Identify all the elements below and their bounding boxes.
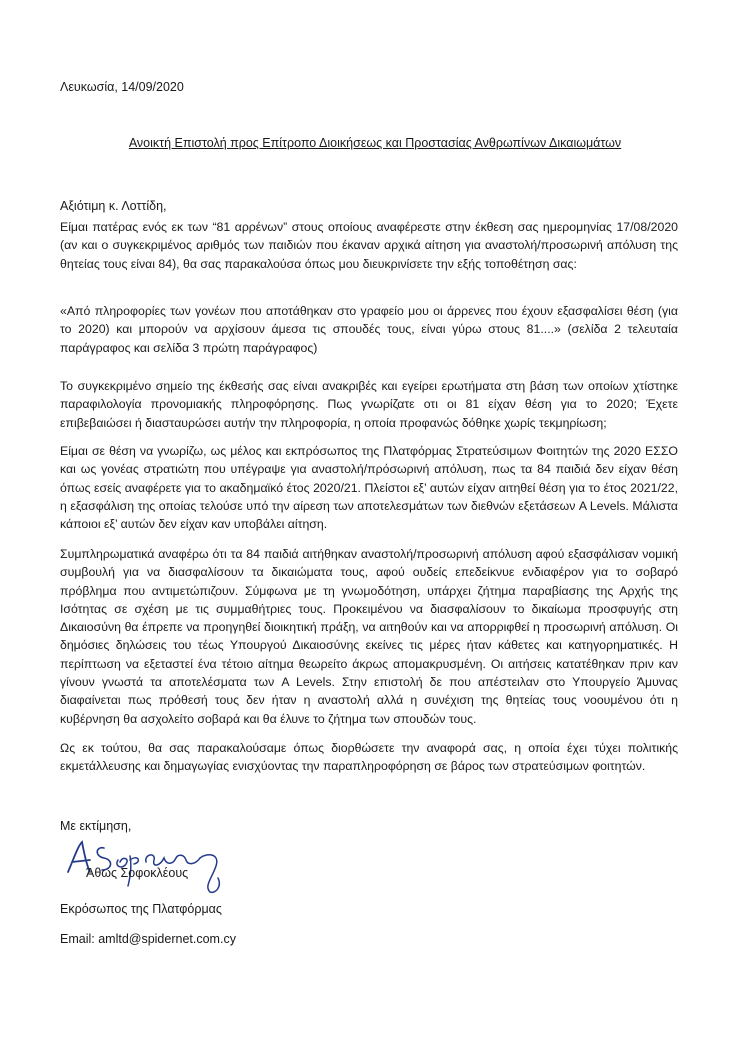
paragraph: Ως εκ τούτου, θα σας παρακαλούσαμε όπως διορθώσετε την αναφορά σας, η οποία έχει τύχει πολιτικής εκμετάλλευσης και δημαγωγίας ενισχύοντας την παραπληροφόρηση σε βάρος των στρατεύσιμων φοιτητών. xyxy=(60,741,678,774)
email-line: Email: amltd@spidernet.com.cy xyxy=(60,932,236,946)
closing: Με εκτίμηση, xyxy=(60,819,132,833)
paragraph: Είμαι σε θέση να γνωρίζω, ως μέλος και εκπρόσωπος της Πλατφόρμας Στρατεύσιμων Φοιτητών της 2020 ΕΣΣΟ και ως γονέας στρατιώτη που υπέγραψε για αναστολή/πρόσωρινή απόλυση, πως τα 84 παιδιά δεν είχαν θέση όπως εσείς αναφέρετε για το ακαδημαϊκό έτος 2020/21. Πλείστοι εξ’ αυτών είχαν αιτηθεί θέση για το έτος 2021/22, η εξασφάλιση της οποίας τελούσε υπό την αίρεση των αποτελεσμάτων των διεθνών εξετάσεων A Levels. Μάλιστα κάποιοι εξ’ αυτών δεν είχαν καν υποβάλει αίτηση. xyxy=(60,444,678,532)
paragraph: Συμπληρωματικά αναφέρω ότι τα 84 παιδιά αιτήθηκαν αναστολή/προσωρινή απόλυση αφού εξασφάλισαν νομική συμβουλή για να διασφαλίσουν τα δικαιώματα τους, αφού ουδείς επεδείκνυε ενδιαφέρον για το σοβαρό πρόβλημα που αντιμετώπιζουν. Σύμφωνα με τη γνωμοδότηση, υπάρχει ζήτημα παραβίασης της Αρχής της Ισότητας σε σχέση με τις συμμαθήτριες τους. Προκειμένου να διασφαλίσουν το δικαίωμα προσφυγής στη Δικαιοσύνη θα έπρεπε να προηγηθεί διοικητική πράξη, να αιτηθούν και να απορριφθεί η προσωρινή απόλυση. Οι δημόσιες δηλώσεις του τέως Υπουργού Δικαιοσύνης εκείνες τις μέρες ήταν κάθετες και κατηγορηματικές. Η περίπτωση να εξεταστεί ένα τέτοιο αίτημα θεωρείτο άκρως απομακρυσμένη. Οι αιτήσεις κατατέθηκαν πριν καν γίνουν γνωστά τα αποτελέσματα των A Levels. Στην επιστολή δε που απέστειλαν στο Υπουργείο Άμυνας διαφαίνεται πως πρόθεσή τους δεν ήταν η αναστολή αλλά η συνέχιση της θητείας τους νοουμένου ότι η κυβέρνηση θα ασχολείτο σοβαρά και θα έλυνε το ζήτημα των σπουδών τους. xyxy=(60,547,678,726)
letter-title: Ανοικτή Επιστολή προς Επίτροπο Διοικήσεως και Προστασίας Ανθρωπίνων Δικαιωμάτων xyxy=(128,136,622,150)
place-date: Λευκωσία, 14/09/2020 xyxy=(60,80,184,94)
salutation: Αξιότιμη κ. Λοττίδη, xyxy=(60,199,167,213)
quoted-paragraph: «Από πληροφορίες των γονέων που αποτάθηκαν στο γραφείο μου οι άρρενες που έχουν εξασφαλίσει θέση (για το 2020) και μπορούν να αρχίσουν άμεσα τις σπουδές τους, είναι γύρω στους 81....» (σελίδα 2 τελευταία παράγραφος και σελίδα 3 πρώτη παράγραφος) xyxy=(60,304,678,355)
paragraph: Είμαι πατέρας ενός εκ των “81 αρρένων” στους οποίους αναφέρεστε στην έκθεση σας ημερομηνίας 17/08/2020 (αν και ο συγκεκριμένος αριθμός των παιδιών που έκαναν αρχικά αίτηση για αναστολή/προσωρινή απόλυση της θητείας τους είναι 84), θα σας παρακαλούσα όπως μου διευκρινίσετε την εξής τοποθέτηση σας: xyxy=(60,220,678,271)
signer-name: Άθως Σοφοκλέους xyxy=(86,866,189,880)
signer-role: Εκρόσωπος της Πλατφόρμας xyxy=(60,902,222,916)
paragraph: Το συγκεκριμένο σημείο της έκθεσής σας είναι ανακριβές και εγείρει ερωτήματα στη βάση των οποίων χτίστηκε παραφιλολογία προνομιακής πληροφόρησης. Πως γνωρίζατε οτι οι 81 είχαν θέση για το 2020; Έχετε επιβεβαιώσει ή διασταυρώσει αυτήν την πληροφορία, η οποία προφανώς δόθηκε χωρίς τεκμηρίωση; xyxy=(60,379,678,430)
